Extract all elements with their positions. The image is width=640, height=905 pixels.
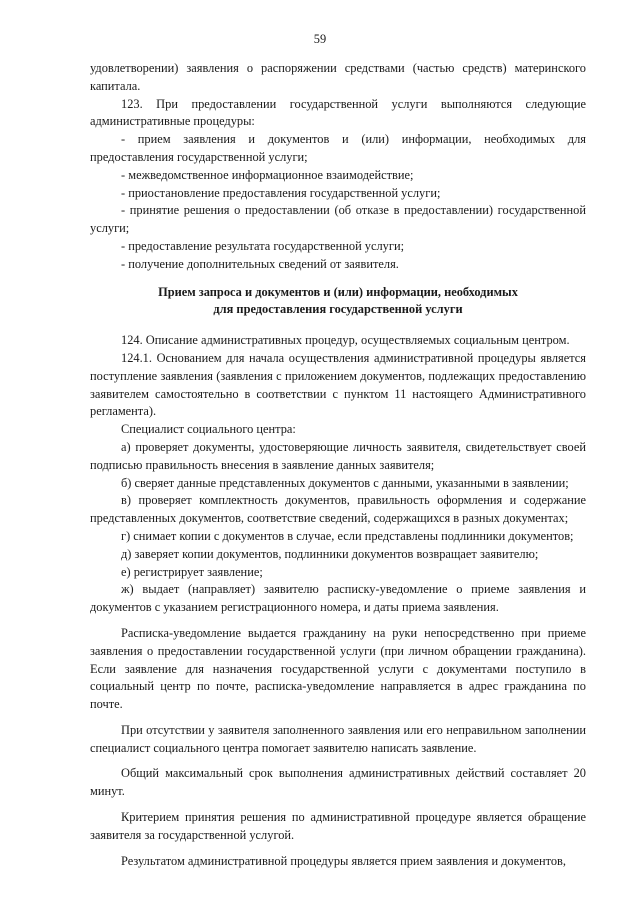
paragraph-time-limit: Общий максимальный срок выполнения административных действий составляет 20 минут. xyxy=(90,766,586,799)
paragraph-receipt-notice: Расписка-уведомление выдается гражданину на руки непосредственно при приеме заявления о предоставлении государственной услуги (при личном обращении гражданина). Если заявление для назначения государственной услуги с документами поступило в социальный центр по почте, расписка-уведомление направляется в адрес гражданина по почте. xyxy=(90,625,586,712)
paragraph-123: 123. При предоставлении государственной услуги выполняются следующие административные процедуры: xyxy=(90,96,586,129)
section-heading-line-1: Прием запроса и документов и (или) информации, необходимых xyxy=(158,284,518,299)
paragraph-result: Результатом административной процедуры является прием заявления и документов, xyxy=(121,853,566,868)
list-item-additional-info: - получение дополнительных сведений от заявителя. xyxy=(121,256,399,271)
list-item-g: г) снимает копии с документов в случае, если представлены подлинники документов; xyxy=(121,528,574,543)
list-item-e: е) регистрирует заявление; xyxy=(121,564,263,579)
list-item-b: б) сверяет данные представленных документов с данными, указанными в заявлении; xyxy=(121,475,569,490)
section-heading xyxy=(90,284,586,320)
document-body xyxy=(90,60,586,870)
list-item-result: - предоставление результата государственной услуги; xyxy=(121,238,405,253)
list-item-suspension: - приостановление предоставления государственной услуги; xyxy=(121,185,441,200)
list-item-reception: - прием заявления и документов и (или) информации, необходимых для предоставления государственной услуги; xyxy=(90,132,586,164)
paragraph-criterion: Критерием принятия решения по административной процедуре является обращение заявителя за государственной услугой. xyxy=(90,810,586,842)
section-heading-line-2: для предоставления государственной услуги xyxy=(213,302,463,317)
paragraph-specialist: Специалист социального центра: xyxy=(121,422,296,437)
paragraph-124: 124. Описание административных процедур, осуществляемых социальным центром. xyxy=(121,333,570,348)
list-item-d: д) заверяет копии документов, подлинники документов возвращает заявителю; xyxy=(121,546,539,561)
list-item-v: в) проверяет комплектность документов, правильность оформления и содержание представленных документов, соответствие сведений, содержащихся в разных документах; xyxy=(90,493,586,526)
list-item-zh: ж) выдает (направляет) заявителю расписку-уведомление о приеме заявления и документов с указанием регистрационного номера, и даты приема заявления. xyxy=(90,582,586,615)
list-item-interaction: - межведомственное информационное взаимодействие; xyxy=(121,167,414,182)
paragraph-124-1: 124.1. Основанием для начала осуществления административной процедуры является поступление заявления (заявления с приложением документов, подлежащих предоставлению заявителем самостоятельно в соответствии с пунктом 11 настоящего Административного регламента). xyxy=(90,350,586,419)
list-item-a: а) проверяет документы, удостоверяющие личность заявителя, свидетельствует своей подписью правильность внесения в заявление данных заявителя; xyxy=(90,439,586,472)
paragraph-continuation: удовлетворении) заявления о распоряжении средствами (частью средств) материнского капитала. xyxy=(90,61,586,93)
list-item-decision: - принятие решения о предоставлении (об отказе в предоставлении) государственной услуги; xyxy=(90,203,586,236)
paragraph-assistance: При отсутствии у заявителя заполненного заявления или его неправильном заполнении специалист социального центра помогает заявителю написать заявление. xyxy=(90,722,586,755)
page-number: 59 xyxy=(313,32,327,46)
